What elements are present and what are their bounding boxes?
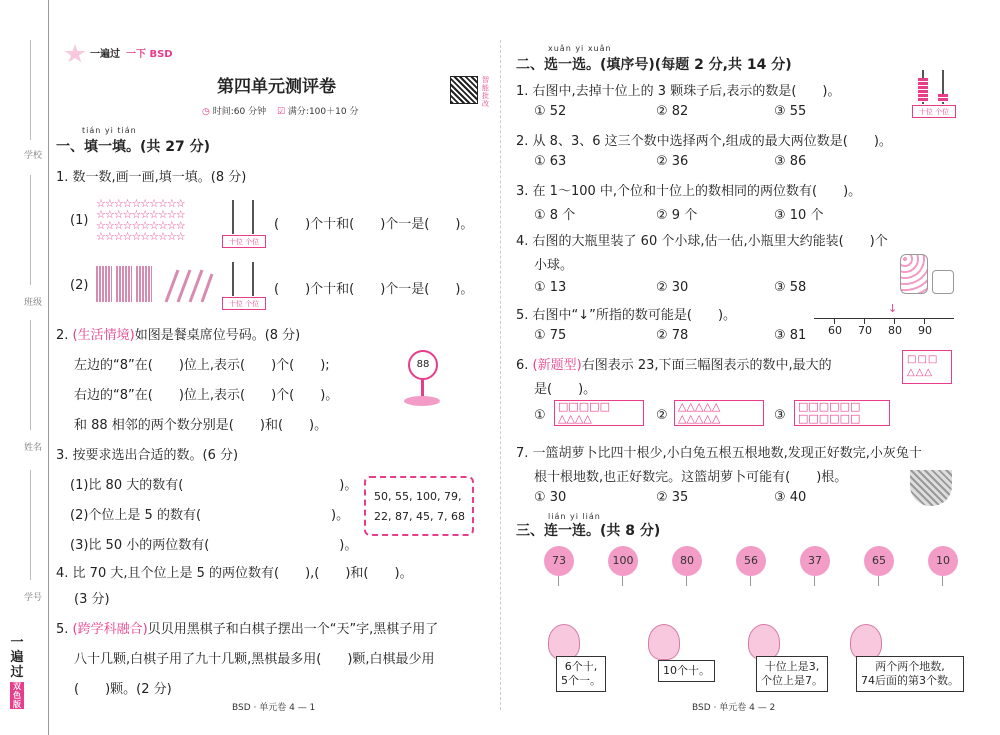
balloon-100[interactable]: 100 — [608, 546, 638, 576]
q6-line1: 6. (新题型)右图表示 23,下面三幅图表示的数中,最大的 — [516, 358, 832, 373]
balloon-37[interactable]: 37 — [800, 546, 830, 576]
carrot-basket-icon — [910, 470, 952, 506]
clue-card-4[interactable]: 两个两个地数, 74后面的第3个数。 — [856, 656, 964, 692]
q4-line1[interactable]: 4. 比 70 大,且个位上是 5 的两位数有( ),( )和( )。 — [56, 566, 413, 581]
number-card-line1: 50, 55, 100, 79, — [374, 490, 462, 503]
balloon-80[interactable]: 80 — [672, 546, 702, 576]
stick-bundle — [116, 266, 132, 302]
check-icon: ☑ — [276, 107, 286, 117]
grade-label: 一下 BSD — [126, 49, 173, 60]
q1-prompt: 1. 右图中,去掉十位上的 3 颗珠子后,表示的数是( )。 — [516, 84, 841, 99]
number-label: 学号 — [24, 593, 43, 603]
q5-option-3[interactable]: ③ 81 — [774, 328, 807, 343]
balloon-65[interactable]: 65 — [864, 546, 894, 576]
q1-prompt: 1. 数一数,画一画,填一填。(8 分) — [56, 170, 247, 185]
binding-sidebar — [0, 0, 49, 735]
q5-line3[interactable]: ( )颗。(2 分) — [74, 682, 172, 697]
section1-pinyin: tián yi tián — [82, 126, 137, 135]
q1-option-3[interactable]: ③ 55 — [774, 104, 807, 119]
q6-option-1-figure: □□□□□ △△△△ — [554, 400, 644, 426]
q2-tag: (生活情境) — [72, 328, 135, 343]
balloon-73[interactable]: 73 — [544, 546, 574, 576]
table-sign-number: 88 — [408, 350, 438, 380]
q2-option-2[interactable]: ② 36 — [656, 154, 689, 169]
q6-line2[interactable]: 是( )。 — [534, 382, 597, 397]
number-card-line2: 22, 87, 45, 7, 68 — [374, 510, 465, 523]
q5-text: 贝贝用黑棋子和白棋子摆出一个“天”字,黑棋子用了 — [147, 622, 439, 637]
class-label: 班级 — [24, 298, 43, 308]
q3-option-1[interactable]: ① 8 个 — [534, 208, 576, 223]
q4-option-2[interactable]: ② 30 — [656, 280, 689, 295]
section2-title: 二、选一选。(填序号)(每题 2 分,共 14 分) — [516, 57, 792, 73]
divider-line — [30, 40, 31, 140]
tens-rod — [232, 262, 234, 296]
balloon-56[interactable]: 56 — [736, 546, 766, 576]
brand-logo — [64, 44, 173, 64]
number-card — [364, 476, 474, 536]
cat-icon — [648, 624, 680, 660]
stick-bundle — [136, 266, 152, 302]
ones-rod — [252, 262, 254, 296]
q7-option-1[interactable]: ① 30 — [534, 490, 567, 505]
name-label: 姓名 — [24, 443, 43, 453]
big-jar-icon — [900, 254, 928, 294]
exam-meta — [202, 104, 358, 117]
q4-option-3[interactable]: ③ 58 — [774, 280, 807, 295]
section1-title: 一、填一填。(共 27 分) — [56, 139, 211, 155]
abacus-label: 十位 个位 — [912, 105, 956, 118]
page-footer: BSD · 单元卷 4 — 1 — [232, 703, 316, 713]
squares-row: □□□ — [907, 354, 939, 365]
sidebar-brand — [10, 635, 24, 709]
page-footer: BSD · 单元卷 4 — 2 — [692, 703, 776, 713]
q2-prompt: 2. (生活情境)如图是餐桌席位号码。(8 分) — [56, 328, 301, 343]
tick-label-80: 80 — [888, 324, 902, 337]
down-arrow-icon: ↓ — [888, 302, 898, 315]
place-value-chart — [222, 196, 266, 248]
q6-reference-figure — [902, 350, 952, 384]
q7-option-2[interactable]: ② 35 — [656, 490, 689, 505]
ones-rod — [252, 200, 254, 234]
tens-rod — [232, 200, 234, 234]
place-value-chart — [222, 258, 266, 310]
number-line — [814, 318, 954, 319]
q4-line2: 小球。 — [534, 258, 574, 273]
goat-icon — [548, 624, 580, 660]
q6-option-1[interactable]: ① — [534, 408, 546, 423]
q4-option-1[interactable]: ① 13 — [534, 280, 567, 295]
q2-line3[interactable]: 和 88 相邻的两个数分别是( )和( )。 — [74, 418, 328, 433]
q7-line2[interactable]: 根十根地数,也正好数完。这篮胡萝卜可能有( )根。 — [534, 470, 848, 485]
clock-icon: ◷ — [202, 107, 210, 117]
q1-option-1[interactable]: ① 52 — [534, 104, 567, 119]
q2-option-3[interactable]: ③ 86 — [774, 154, 807, 169]
q3-prompt: 3. 按要求选出合适的数。(6 分) — [56, 448, 239, 463]
tens-beads — [918, 78, 928, 102]
page-divider — [500, 40, 501, 710]
q5-line2[interactable]: 八十几颗,白棋子用了九十几颗,黑棋最多用( )颗,白棋最少用 — [74, 652, 435, 667]
clue-card-1[interactable]: 6个十, 5个一。 — [556, 656, 606, 692]
section3-pinyin: lián yi lián — [548, 512, 601, 521]
q3-option-3[interactable]: ③ 10 个 — [774, 208, 824, 223]
table-number-sign — [402, 350, 442, 408]
sign-base — [404, 396, 440, 406]
q3-line3[interactable]: (3)比 50 小的两位数有( )。 — [70, 538, 358, 553]
q1a-prefix: (1) — [70, 213, 89, 228]
q5-tag: (跨学科融合) — [72, 622, 148, 637]
abacus-figure — [912, 66, 956, 118]
stick-bundles-icon — [96, 266, 158, 304]
brand-name: 一遍过 — [90, 49, 120, 60]
tick-label-70: 70 — [858, 324, 872, 337]
divider-line — [30, 470, 31, 580]
tick-label-60: 60 — [828, 324, 842, 337]
qr-label: 智能批改 — [482, 76, 489, 108]
q1a-blanks[interactable]: ( )个十和( )个一是( )。 — [274, 217, 474, 232]
sidebar-brand-text: 一遍过 — [10, 635, 24, 680]
right-page — [512, 0, 992, 735]
lion-icon — [850, 624, 882, 660]
q6-option-2-figure: △△△△△ △△△△△ — [674, 400, 764, 426]
time-label: 时间:60 分钟 — [212, 107, 267, 117]
triangles-row: △△△ — [907, 367, 934, 378]
divider-line — [30, 175, 31, 285]
section3-title: 三、连一连。(共 8 分) — [516, 523, 661, 539]
q6-option-3-figure: □□□□□□ □□□□□□ — [794, 400, 890, 426]
divider-line — [30, 320, 31, 430]
q1-option-2[interactable]: ② 82 — [656, 104, 689, 119]
q1b-blanks[interactable]: ( )个十和( )个一是( )。 — [274, 282, 474, 297]
clue-card-2[interactable]: 10个十。 — [658, 660, 715, 682]
q2-line2[interactable]: 右边的“8”在( )位上,表示( )个( )。 — [74, 388, 339, 403]
sidebar-brand-tag: 双色版 — [10, 682, 24, 709]
q6-text: 右图表示 23,下面三幅图表示的数中,最大的 — [581, 358, 832, 373]
section2-pinyin: xuǎn yi xuǎn — [548, 44, 612, 53]
q5-option-1[interactable]: ① 75 — [534, 328, 567, 343]
stick-bundle — [96, 266, 112, 302]
q3-line1[interactable]: (1)比 80 大的数有( )。 — [70, 478, 358, 493]
page-title: 第四单元测评卷 — [217, 77, 336, 97]
q6-option-3[interactable]: ③ — [774, 408, 786, 423]
q3-line2[interactable]: (2)个位上是 5 的数有( )。 — [70, 508, 350, 523]
q6-option-2[interactable]: ② — [656, 408, 668, 423]
score-label: 满分:100＋10 分 — [287, 107, 359, 117]
star-logo-icon — [64, 44, 86, 64]
balloon-10[interactable]: 10 — [928, 546, 958, 576]
q4-line2: (3 分) — [74, 592, 110, 607]
q5-prompt: 5. 右图中“↓”所指的数可能是( )。 — [516, 308, 737, 323]
ones-beads — [938, 94, 948, 102]
stars-group: ☆☆☆☆☆☆☆☆☆☆ ☆☆☆☆☆☆☆☆☆☆ ☆☆☆☆☆☆☆☆☆☆ ☆☆☆☆☆☆☆☆☆☆ — [96, 197, 185, 243]
sign-pole — [421, 378, 424, 398]
q7-option-3[interactable]: ③ 40 — [774, 490, 807, 505]
bear-icon — [748, 624, 780, 660]
loose-sticks-icon — [164, 268, 214, 304]
q4-line1[interactable]: 4. 右图的大瓶里装了 60 个小球,估一估,小瓶里大约能装( )个 — [516, 234, 888, 249]
clue-card-3[interactable]: 十位上是3, 个位上是7。 — [756, 656, 828, 692]
place-label: 十位 个位 — [222, 235, 266, 248]
q3-option-2[interactable]: ② 9 个 — [656, 208, 698, 223]
school-label: 学校 — [24, 151, 43, 161]
q3-prompt: 3. 在 1～100 中,个位和十位上的数相同的两位数有( )。 — [516, 184, 862, 199]
q7-line1: 7. 一篮胡萝卜比四十根少,小白兔五根五根地数,发现正好数完,小灰兔十 — [516, 446, 922, 461]
q2-option-1[interactable]: ① 63 — [534, 154, 567, 169]
q1b-prefix: (2) — [70, 278, 89, 293]
q2-line1[interactable]: 左边的“8”在( )位上,表示( )个( ); — [74, 358, 330, 373]
small-jar-icon — [932, 270, 954, 294]
q5-option-2[interactable]: ② 78 — [656, 328, 689, 343]
qr-code-icon[interactable] — [450, 76, 478, 104]
tick-label-90: 90 — [918, 324, 932, 337]
q5-line1: 5. (跨学科融合)贝贝用黑棋子和白棋子摆出一个“天”字,黑棋子用了 — [56, 622, 439, 637]
q2-prompt: 2. 从 8、3、6 这三个数中选择两个,组成的最大两位数是( )。 — [516, 134, 892, 149]
place-label: 十位 个位 — [222, 297, 266, 310]
q2-text: 如图是餐桌席位号码。(8 分) — [134, 328, 301, 343]
q6-tag: (新题型) — [532, 358, 582, 373]
left-page — [52, 0, 492, 735]
